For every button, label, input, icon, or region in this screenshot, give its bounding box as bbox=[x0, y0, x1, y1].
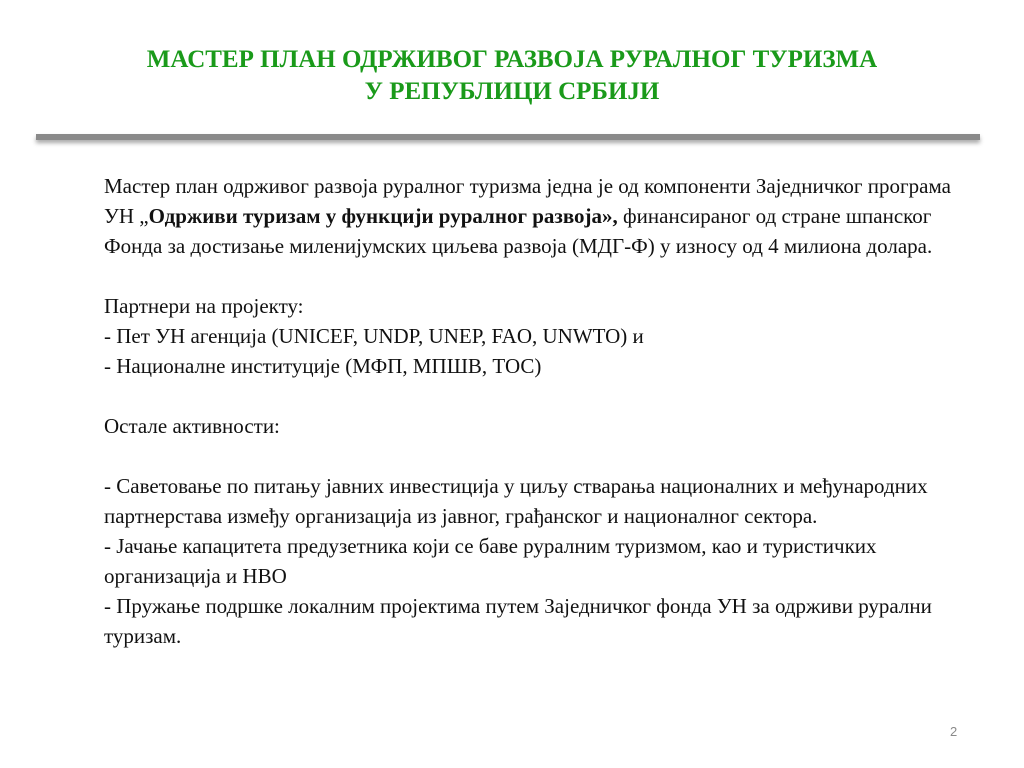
slide-title bbox=[0, 44, 1024, 108]
slide-title-line-1: МАСТЕР ПЛАН ОДРЖИВОГ РАЗВОЈА РУРАЛНОГ ТУРИЗМА bbox=[146, 46, 878, 73]
spacer bbox=[104, 441, 964, 471]
spacer bbox=[104, 261, 964, 291]
intro-program-name: Одрживи туризам у функцији руралног развоја», bbox=[148, 204, 618, 228]
activities-item: - Јачање капацитета предузетника који се баве руралним туризмом, као и туристичких организација и НВО bbox=[104, 534, 877, 588]
intro-text-end: финансираног од стране шпанског Фонда за достизање миленијумских циљева развоја (МДГ-Ф) у износу од 4 милиона долара. bbox=[104, 204, 933, 258]
activities-item: - Саветовање по питању јавних инвестиција у циљу стварања националних и међународних партнерстава између организација из јавног, грађанског и националног сектора. bbox=[104, 474, 928, 528]
activities-heading: Остале активности: bbox=[104, 414, 280, 438]
activities-item: - Пружање подршке локалним пројектима путем Заједничког фонда УН за одрживи рурални туризам. bbox=[104, 594, 932, 648]
intro-text-start: Мастер план одрживог развоја руралног туризма једна је од компоненти Заједничког програма УН „ bbox=[104, 174, 951, 228]
partners-item: - Пет УН агенција (UNICEF, UNDP, UNEP, FAO, UNWTO) и bbox=[104, 324, 644, 348]
title-divider bbox=[36, 134, 980, 140]
page-number: 2 bbox=[950, 724, 958, 739]
partners-item: - Националне институције (МФП, МПШВ, ТОС) bbox=[104, 354, 542, 378]
intro-paragraph bbox=[104, 171, 964, 261]
partners-heading: Партнери на пројекту: bbox=[104, 294, 304, 318]
slide-title-line-2: У РЕПУБЛИЦИ СРБИЈИ bbox=[364, 78, 660, 105]
slide-body bbox=[104, 171, 964, 651]
spacer bbox=[104, 381, 964, 411]
